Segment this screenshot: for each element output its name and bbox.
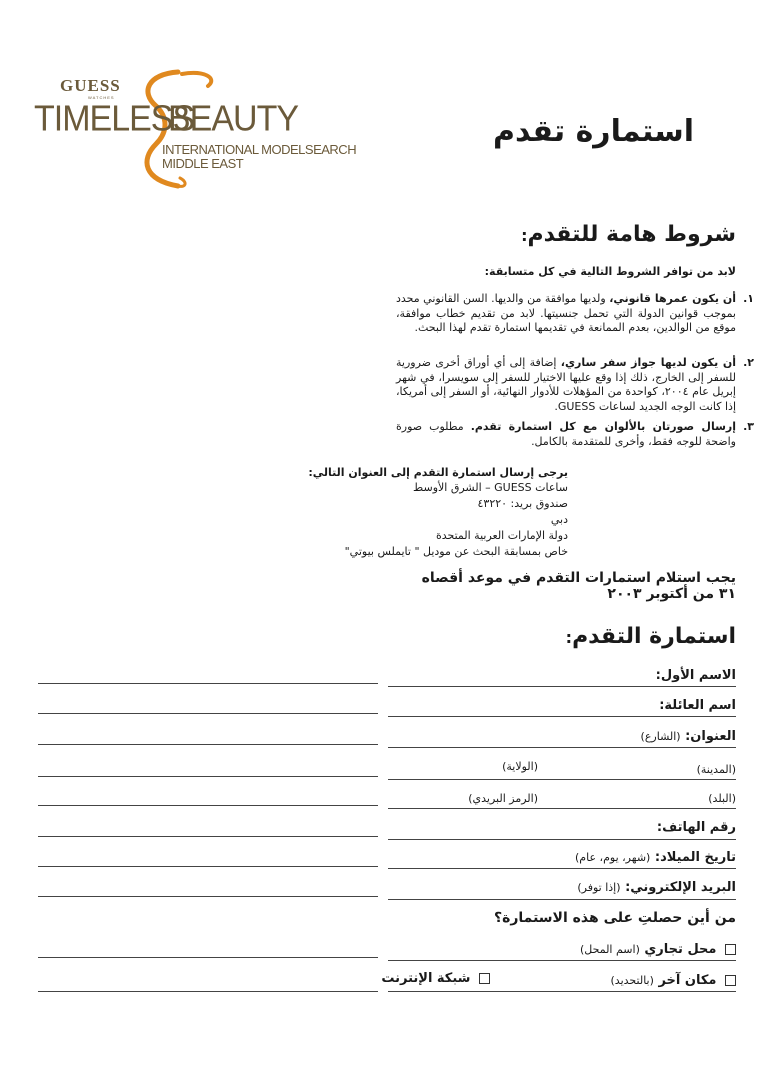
zip-note: (الرمز البريدي) [468, 792, 538, 805]
address-intro: يرجى إرسال استمارة التقدم إلى العنوان التالي: [308, 466, 568, 479]
phone-field[interactable] [388, 839, 736, 840]
other-field[interactable] [388, 991, 736, 992]
logo-subtitle-1: INTERNATIONAL MODELSEARCH [162, 142, 357, 157]
first-name-label: الاسم الأول: [655, 668, 736, 683]
first-name-field[interactable] [388, 686, 736, 687]
address-line: دولة الإمارات العربية المتحدة [435, 529, 568, 542]
extra-field-line[interactable] [38, 776, 378, 777]
extra-field-line[interactable] [38, 866, 378, 867]
condition-bold: إرسال صورتان بالألوان مع كل استمارة تقدم. [470, 420, 736, 433]
logo-brand: GUESS [60, 76, 121, 95]
deadline-line-1: يجب استلام استمارات التقدم في موعد أقصاه [421, 570, 736, 586]
condition-bold: أن يكون عمرها قانوني، [609, 292, 736, 305]
condition-bold: أن يكون لديها جواز سفر ساري، [560, 356, 736, 369]
address-label-text: العنوان: [685, 729, 736, 744]
phone-label: رقم الهاتف: [656, 820, 736, 835]
street-note: (الشارع) [640, 730, 681, 743]
other-note: (بالتحديد) [610, 974, 654, 987]
extra-field-line[interactable] [38, 744, 378, 745]
internet-label: شبكة الإنترنت [381, 971, 471, 986]
condition-number: ٢. [743, 356, 754, 369]
dob-note: (شهر، يوم، عام) [575, 851, 651, 864]
address-line: خاص بمسابقة البحث عن موديل " تايملس بيوتي" [344, 545, 568, 558]
address-line: صندوق بريد: ٤٣٢٢٠ [477, 497, 568, 510]
form-heading: استمارة التقدم: [565, 624, 736, 649]
dob-label [575, 850, 736, 865]
email-note: (إذا توفر) [577, 881, 621, 894]
city-state-field[interactable] [388, 779, 736, 780]
extra-field-line[interactable] [38, 991, 378, 992]
condition-text: إضافة إلى أي أوراق أخرى ضرورية للسفر إلى الخارج، ذلك إذا وقع عليها الاختيار للسفر إلى سويسرا، في شهر إبريل عام ٢٠٠٤، كواحدة من المؤهلات للأدوار النهائية، أو السفر إلى أمريكا، إذا كانت الوجه الجديد لساعات GUESS. [396, 356, 736, 413]
logo-beauty: BEAUTY [168, 99, 299, 139]
conditions-heading: شروط هامة للتقدم: [521, 222, 736, 247]
condition-item-2 [396, 356, 754, 414]
other-label: مكان آخر [658, 973, 717, 988]
internet-option[interactable] [381, 971, 490, 986]
timeless-beauty-logo [28, 62, 358, 192]
internet-checkbox[interactable] [479, 973, 490, 984]
country-note: (البلد) [708, 792, 736, 805]
dob-label-text: تاريخ الميلاد: [654, 850, 736, 865]
email-label-text: البريد الإلكتروني: [625, 880, 736, 895]
other-option[interactable] [611, 973, 736, 988]
address-street-field[interactable] [388, 747, 736, 748]
extra-field-line[interactable] [38, 836, 378, 837]
conditions-intro: لابد من توافر الشروط التالية في كل متسابقة: [484, 265, 736, 278]
email-field[interactable] [388, 899, 736, 900]
shop-checkbox[interactable] [725, 944, 736, 955]
logo-subtitle-2: MIDDLE EAST [162, 156, 244, 171]
state-note: (الولاية) [502, 760, 538, 773]
extra-field-line[interactable] [38, 683, 378, 684]
source-question: من أين حصلتِ على هذه الاستمارة؟ [493, 910, 736, 926]
extra-field-line[interactable] [38, 896, 378, 897]
condition-number: ٣. [743, 420, 754, 433]
condition-text: ولديها موافقة من والديها. السن القانوني محدد بموجب قوانين الدولة التي تحمل جنسيتها. لابد من تقديم خطاب موافقة، موقع من الوالدين، بعدم الممانعة في تقديمها استمارة تقدم لهذا البحث. [396, 292, 736, 334]
family-name-label: اسم العائلة: [659, 698, 736, 713]
logo-timeless: TIMELESS [34, 99, 195, 139]
condition-item-3 [396, 420, 754, 449]
other-checkbox[interactable] [725, 975, 736, 986]
form-heading-text: استمارة التقدم [572, 624, 736, 649]
extra-field-line[interactable] [38, 713, 378, 714]
conditions-heading-text: شروط هامة للتقدم [527, 222, 736, 247]
address-line: ساعات GUESS – الشرق الأوسط [413, 481, 568, 494]
city-note: (المدينة) [696, 763, 736, 776]
condition-item-1 [396, 292, 754, 336]
email-label [577, 880, 736, 895]
country-zip-field[interactable] [388, 808, 736, 809]
page-title: استمارة تقدم [492, 114, 694, 149]
shop-note: (اسم المحل) [579, 943, 640, 956]
family-name-field[interactable] [388, 716, 736, 717]
deadline-line-2: ٣١ من أكتوبر ٢٠٠٣ [607, 586, 736, 602]
condition-text: مطلوب صورة واضحة للوجه فقط، وأخرى للمتقدمة بالكامل. [396, 420, 736, 448]
shop-field[interactable] [388, 960, 736, 961]
shop-option[interactable] [580, 942, 736, 957]
address-line: دبي [550, 513, 568, 526]
shop-label: محل تجاري [644, 942, 717, 957]
extra-field-line[interactable] [38, 805, 378, 806]
extra-field-line[interactable] [38, 957, 378, 958]
dob-field[interactable] [388, 868, 736, 869]
logo-watches: WATCHES [88, 95, 115, 100]
address-label [641, 729, 736, 744]
deadline-notice [422, 570, 736, 602]
condition-number: ١. [743, 292, 754, 305]
